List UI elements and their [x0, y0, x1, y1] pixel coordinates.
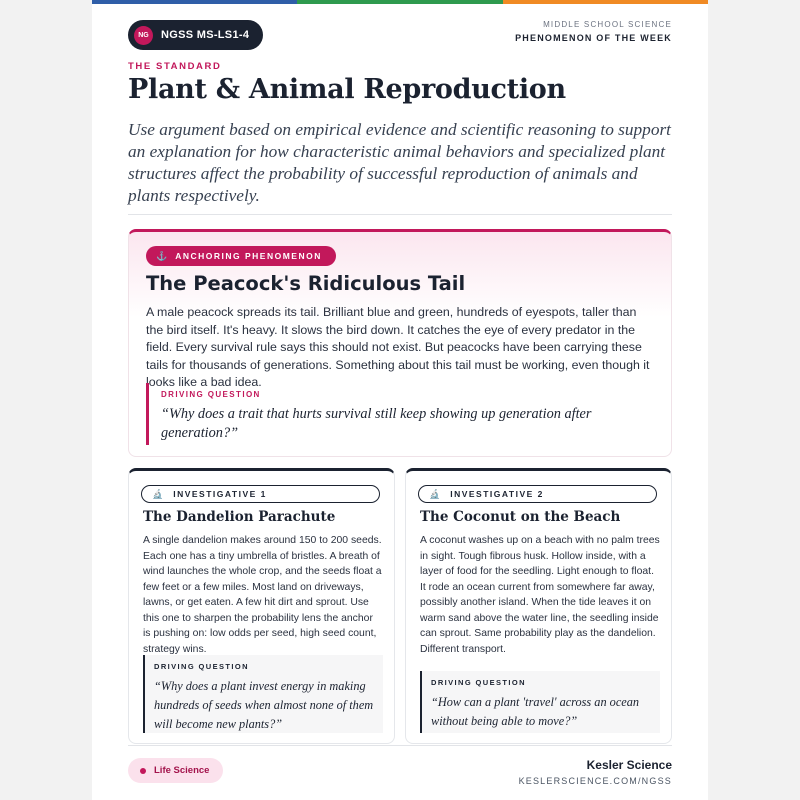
driving-question-label: DRIVING QUESTION — [431, 678, 526, 687]
microscope-icon: 🔬 — [429, 488, 441, 499]
dot-icon — [140, 768, 146, 774]
investigative-pill — [141, 485, 380, 503]
topic-label: Life Science — [154, 765, 210, 776]
investigative-pill-label: INVESTIGATIVE 1 — [173, 489, 267, 499]
anchoring-pill-label: ANCHORING PHENOMENON — [175, 251, 322, 261]
driving-question-text: “Why does a plant invest energy in making hundreds of seeds when almost none of them will become new plants?” — [154, 679, 374, 731]
color-stripe — [92, 0, 708, 4]
investigative-pill-label: INVESTIGATIVE 2 — [450, 489, 544, 499]
standard-code: NGSS MS-LS1-4 — [161, 29, 250, 41]
driving-question-label: DRIVING QUESTION — [154, 662, 249, 671]
investigative-body: A coconut washes up on a beach with no palm trees in sight. Tough fibrous husk. Hollow inside, with a layer of food for the seedling. Light enough to float. It rode an ocean current from somewhere far away, possibly another island. When the tide leaves it on warm sand above the water line, the seedling inside can sprout. Same probability play as the dandelion. Different transport. — [420, 535, 660, 655]
driving-question-text: “Why does a trait that hurts survival still keep showing up generation after generation?” — [161, 406, 592, 441]
anchoring-title: The Peacock's Ridiculous Tail — [146, 272, 466, 295]
investigative-driving-question — [420, 671, 660, 733]
standard-badge — [128, 20, 263, 50]
grade-level-label: MIDDLE SCHOOL SCIENCE — [543, 20, 672, 29]
driving-question-text: “How can a plant 'travel' across an ocean without being able to move?” — [431, 695, 640, 728]
investigative-title: The Dandelion Parachute — [143, 509, 336, 525]
footer-brand — [519, 758, 672, 786]
series-label: PHENOMENON OF THE WEEK — [515, 33, 672, 43]
anchoring-pill — [146, 246, 336, 266]
microscope-icon: 🔬 — [152, 488, 164, 499]
investigative-card-2 — [405, 468, 672, 744]
anchoring-phenomenon-card — [128, 229, 672, 457]
brand-name: Kesler Science — [586, 758, 672, 772]
investigative-pill — [418, 485, 657, 503]
ngss-logo-icon: NG — [134, 26, 153, 45]
investigative-body: A single dandelion makes around 150 to 200 seeds. Each one has a tiny umbrella of bristles. A breath of wind launches the whole crop, and the seeds float a few feet or a few miles. Most land on driveways, lawns, or get eaten. A few hit dirt and sprout. Use this one to sharpen the probability lens the anchor is pushing on: low odds per seed, high seed count, strategy wins. — [143, 535, 382, 655]
brand-url: KESLERSCIENCE.COM/NGSS — [518, 776, 672, 786]
standard-text: Use argument based on empirical evidence and scientific reasoning to support an explanation for how characteristic animal behaviors and specialized plant structures affect the probability of successful reproduction of animals and plants respectively. — [128, 120, 671, 205]
worksheet-page — [92, 0, 708, 800]
driving-question-label: DRIVING QUESTION — [161, 390, 261, 399]
investigative-card-1 — [128, 468, 395, 744]
anchoring-driving-question — [146, 383, 656, 445]
topic-pill — [128, 758, 223, 783]
anchor-icon: ⚓ — [156, 250, 168, 261]
header-eyebrow — [515, 20, 672, 43]
stripe-orange — [503, 0, 708, 4]
stripe-blue — [92, 0, 297, 4]
footer-divider — [128, 745, 672, 746]
standard-eyebrow: THE STANDARD — [128, 61, 222, 72]
stripe-green — [297, 0, 502, 4]
anchoring-body: A male peacock spreads its tail. Brilliant blue and green, hundreds of eyespots, taller than the bird itself. It's heavy. It slows the bird down. It catches the eye of every predator in the field. Every survival rule says this should not exist. But peacocks have been carrying these tails for thousands of generations. Something about this tail must be working, even though it looks like a bad idea. — [146, 305, 650, 389]
investigative-title: The Coconut on the Beach — [420, 509, 621, 525]
investigative-driving-question — [143, 655, 383, 733]
divider — [128, 214, 672, 215]
page-title: Plant & Animal Reproduction — [128, 74, 566, 105]
